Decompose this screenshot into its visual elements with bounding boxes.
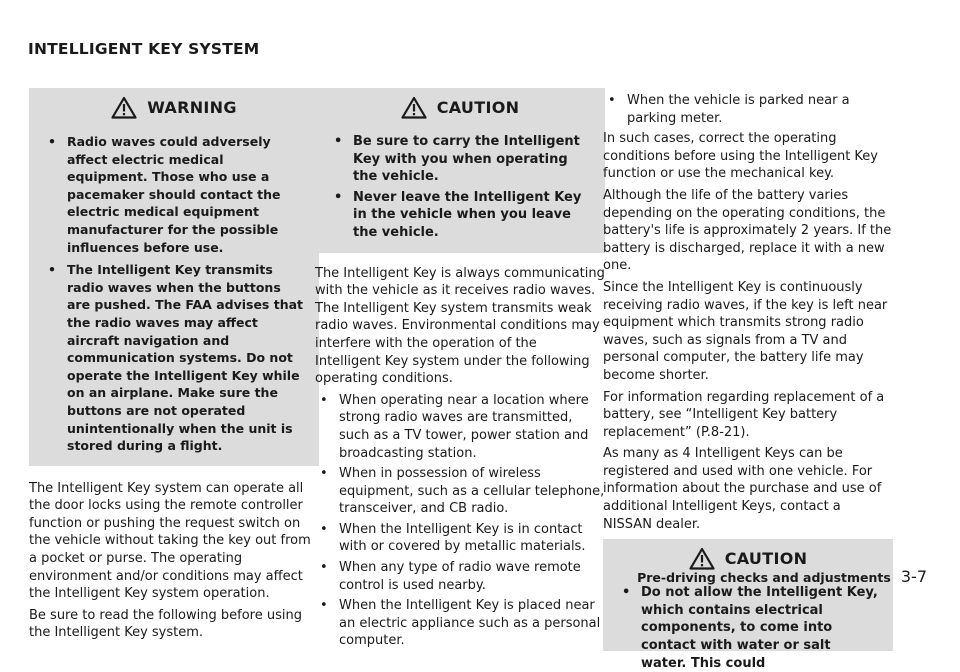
- page-footer: [637, 567, 927, 586]
- caution-box-2: [603, 539, 893, 671]
- caution-item: • Never leave the Intelligent Key in the vehicle when you leave the vehicle.: [329, 189, 591, 242]
- body-paragraph: In such cases, correct the operating conditions before using the Intelligent Key function or use the mechanical key.: [603, 131, 878, 182]
- warning-triangle-icon: [111, 96, 137, 119]
- body-paragraph: For information regarding replacement of a battery, see “Intelligent Key battery replacement” (P.8-21).: [603, 389, 885, 440]
- condition-item: • When the vehicle is parked near a parking meter.: [603, 92, 893, 127]
- body-paragraph: As many as 4 Intelligent Keys can be registered and used with one vehicle. For information about the purchase and use of additional Intelligent Keys, contact a NISSAN dealer.: [603, 446, 882, 532]
- body-paragraph: Although the life of the battery varies depending on the operating conditions, the battery's life is approximately 2 years. If the battery is discharged, replace it with a new one.: [603, 187, 892, 274]
- caution-box: [315, 88, 605, 253]
- condition-item: • When the Intelligent Key is in contact with or covered by metallic materials.: [315, 521, 605, 556]
- caution-list: [329, 133, 591, 242]
- caution-header: [329, 96, 591, 119]
- caution-title: CAUTION: [436, 98, 520, 117]
- body-paragraph: Be sure to read the following before using the Intelligent Key system.: [29, 607, 302, 641]
- body-paragraph: The Intelligent Key system can operate all the door locks using the remote controller function or pushing the request switch on the vehicle without taking the key out from a pocket or purse. The operating environment and/or conditions may affect the Intelligent Key system operation.: [29, 480, 311, 602]
- caution-title-2: CAUTION: [724, 549, 808, 569]
- warning-list: [43, 133, 305, 455]
- caution-item: • Do not allow the Intelligent Key, which contains electrical components, to come into contact with water or salt water. This could: [617, 584, 879, 672]
- condition-item: • When operating near a location where strong radio waves are transmitted, such as a TV tower, power station and broadcasting station.: [315, 392, 605, 462]
- warning-item: • The Intelligent Key transmits radio waves when the buttons are pushed. The FAA advises that the radio waves may affect aircraft navigation and communication systems. Do not operate the Intelligent Key while on an airplane. Make sure the buttons are not operated unintentionally when the unit is stored during a flight.: [43, 261, 305, 455]
- conditions-list-continued: [603, 92, 893, 127]
- condition-item: • When the Intelligent Key is placed near an electric appliance such as a personal computer.: [315, 597, 605, 650]
- body-paragraph: Since the Intelligent Key is continuously receiving radio waves, if the key is left near equipment which transmits strong radio waves, such as signals from a TV and personal computer, the battery life may become shorter.: [603, 279, 888, 383]
- condition-item: • When in possession of wireless equipment, such as a cellular telephone, transceiver, and CB radio.: [315, 465, 605, 518]
- caution-item: • Be sure to carry the Intelligent Key with you when operating the vehicle.: [329, 133, 591, 186]
- caution-list-2: [617, 584, 879, 672]
- caution-triangle-icon: [401, 96, 427, 119]
- footer-section: Pre-driving checks and adjustments: [637, 570, 891, 585]
- warning-header: [43, 96, 305, 119]
- conditions-list: [315, 392, 605, 650]
- condition-item: • When any type of radio wave remote control is used nearby.: [315, 559, 605, 594]
- body-paragraph: The Intelligent Key is always communicating with the vehicle as it receives radio waves. The Intelligent Key system transmits weak radio waves. Environmental conditions may interfere with the operation of the Intelligent Key system under the following operating conditions.: [315, 265, 605, 387]
- column-1: [29, 88, 319, 646]
- column-2: [315, 88, 605, 653]
- warning-title: WARNING: [147, 98, 237, 117]
- warning-item: • Radio waves could adversely affect electric medical equipment. Those who use a pacemaker should contact the electric medical equipment manufacturer for the possible influences before use.: [43, 133, 305, 256]
- warning-box: [29, 88, 319, 466]
- page-title: INTELLIGENT KEY SYSTEM: [28, 40, 260, 58]
- page-number: 3-7: [900, 567, 927, 586]
